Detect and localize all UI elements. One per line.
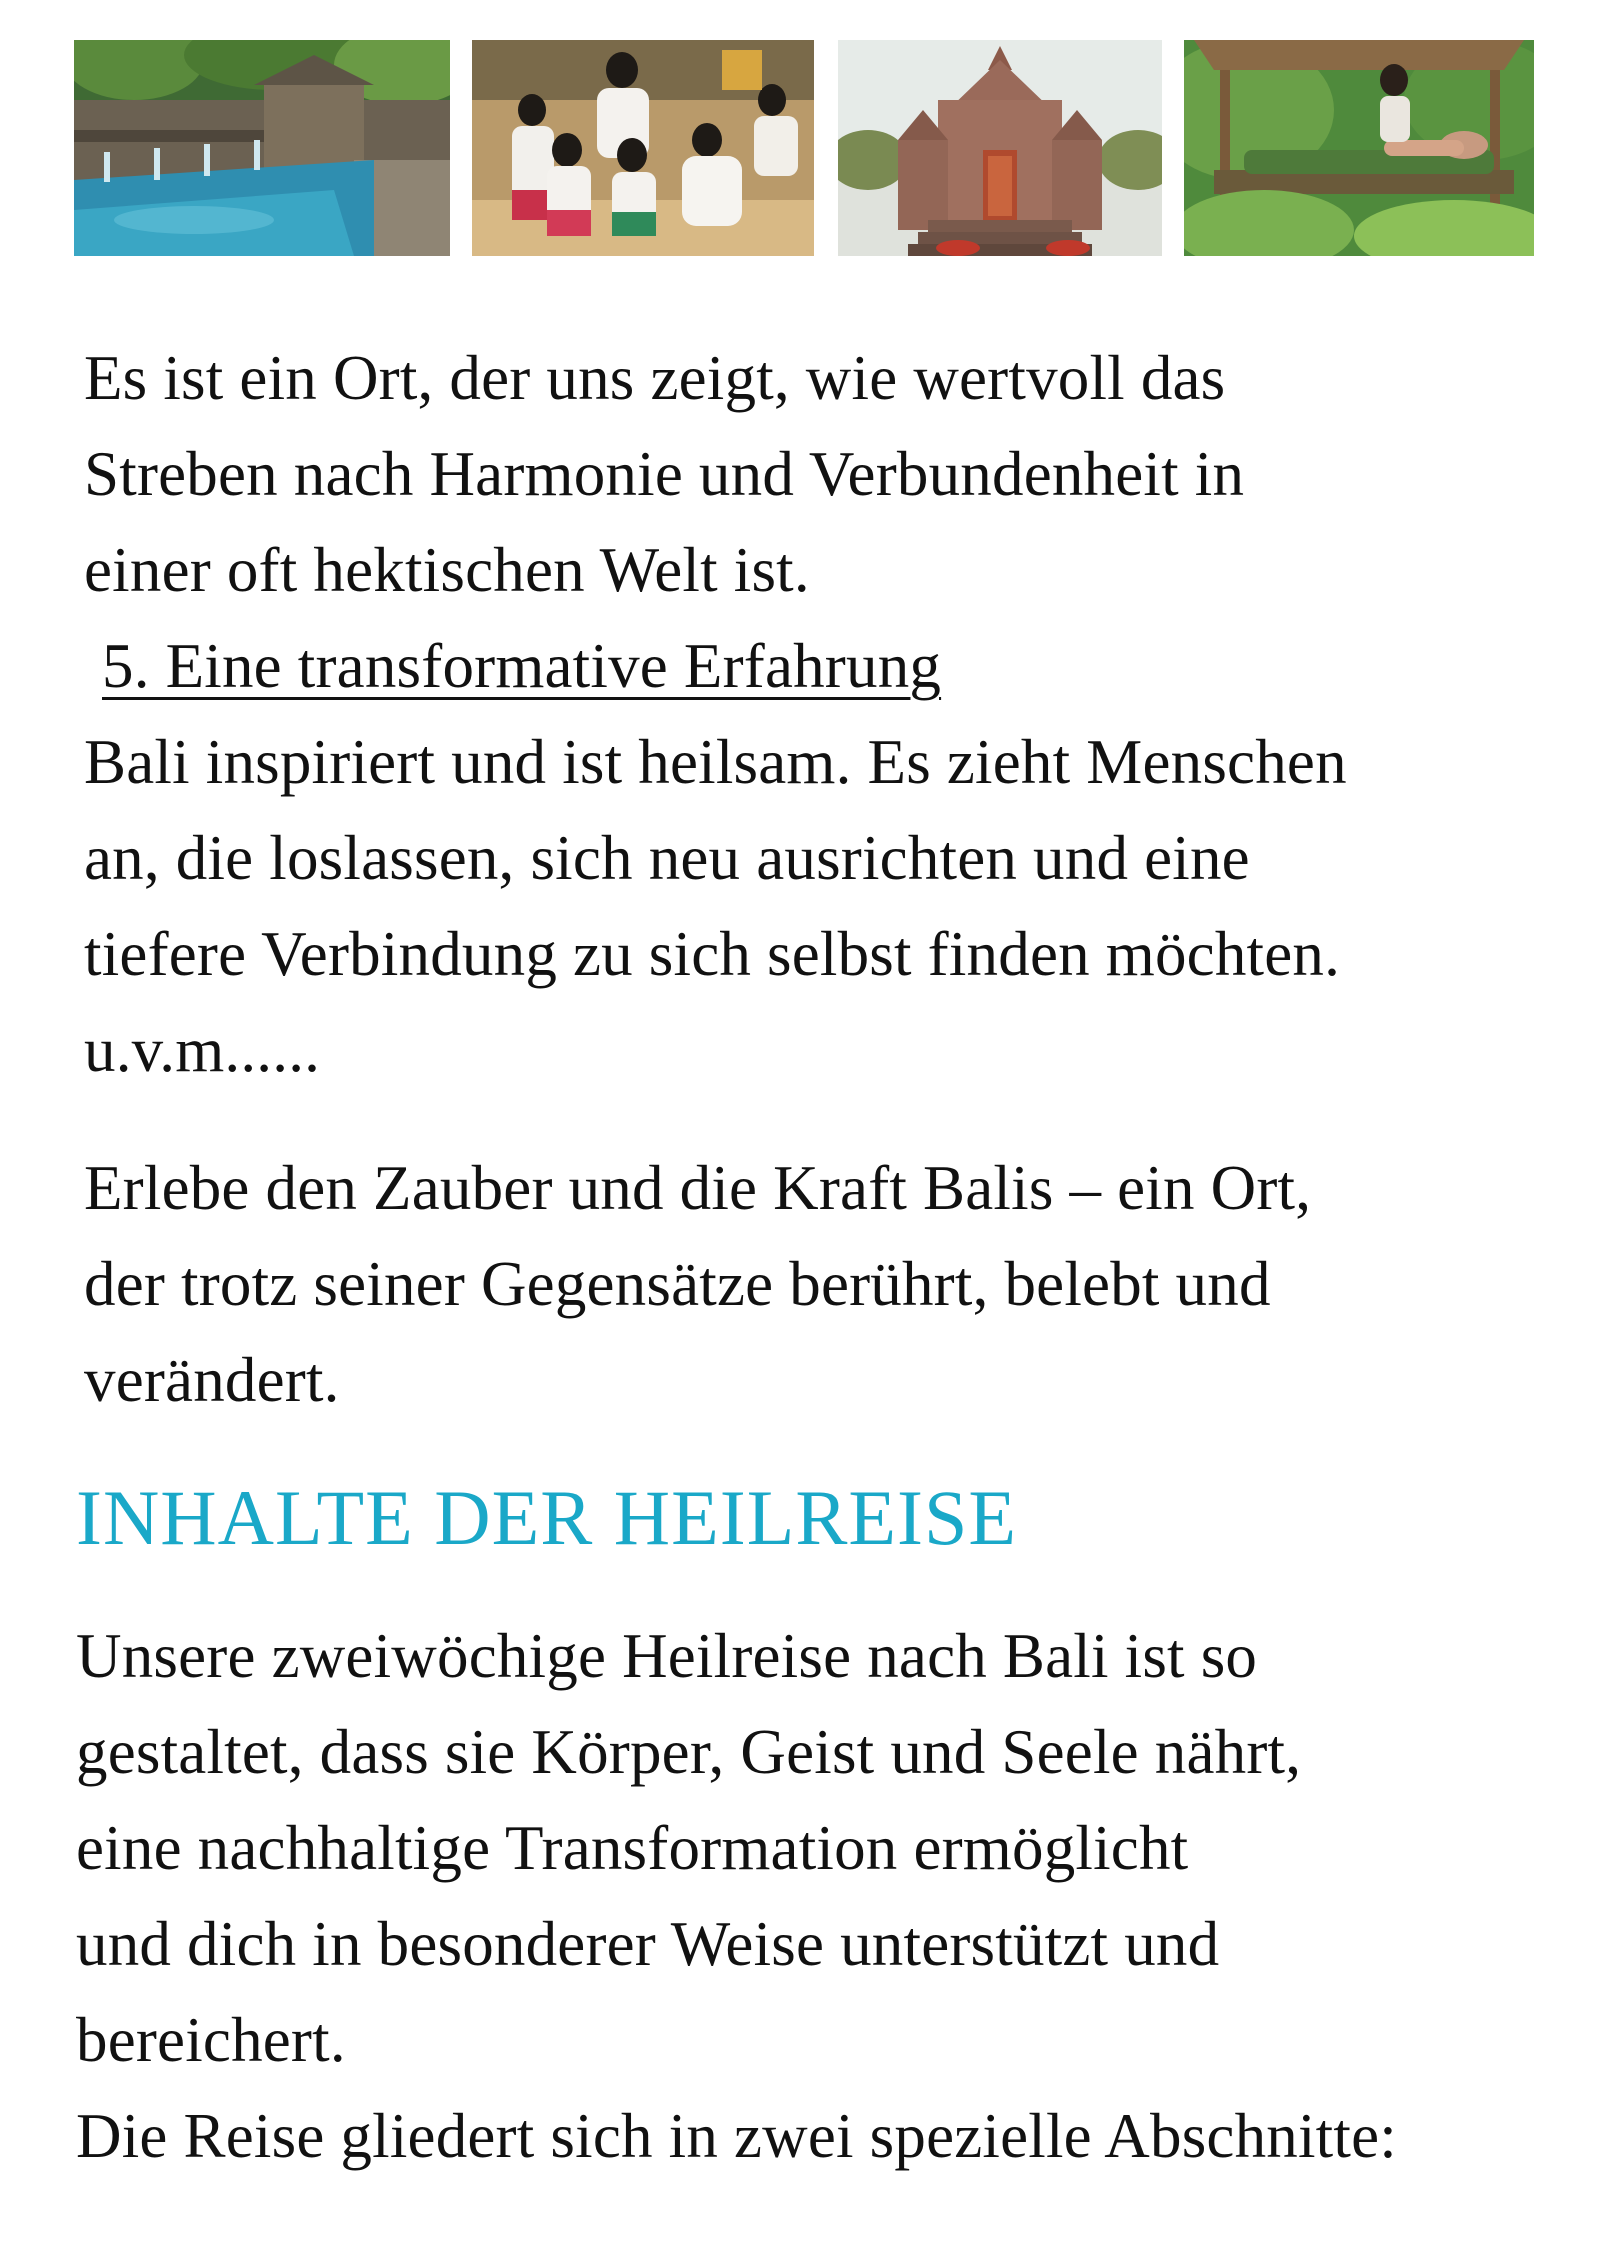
- tempelbad-image: [74, 40, 450, 256]
- section-line: Unsere zweiwöchige Heilreise nach Bali ist so: [76, 1621, 1258, 1691]
- body-line: tiefere Verbindung zu sich selbst finden möchten.: [84, 919, 1341, 989]
- intro-text: [84, 330, 1584, 1098]
- outro-line: Erlebe den Zauber und die Kraft Balis – ein Ort,: [84, 1153, 1312, 1223]
- body-line: u.v.m......: [84, 1015, 321, 1085]
- outro-line: der trotz seiner Gegensätze berührt, belebt und: [84, 1249, 1271, 1319]
- outro-line: verändert.: [84, 1345, 340, 1415]
- section-line: bereichert.: [76, 2005, 346, 2075]
- body-line: an, die loslassen, sich neu ausrichten und eine: [84, 823, 1250, 893]
- body-line: Bali inspiriert und ist heilsam. Es zieht Menschen: [84, 727, 1347, 797]
- intro-line: Streben nach Harmonie und Verbundenheit in: [84, 439, 1245, 509]
- massage-image: [1184, 40, 1534, 256]
- outro-text: [84, 1140, 1584, 1428]
- tempeltor-image: [838, 40, 1162, 256]
- zeremonie-image: [472, 40, 814, 256]
- section-line: gestaltet, dass sie Körper, Geist und Seele nährt,: [76, 1717, 1302, 1787]
- section-line: und dich in besonderer Weise unterstützt und: [76, 1909, 1220, 1979]
- subheading-text: 5. Eine transformative Erfahrung: [102, 631, 942, 701]
- intro-line: Es ist ein Ort, der uns zeigt, wie wertvoll das: [84, 343, 1226, 413]
- section-line: Die Reise gliedert sich in zwei spezielle Abschnitte:: [76, 2101, 1397, 2171]
- section-heading: INHALTE DER HEILREISE: [76, 1474, 1018, 1561]
- section-line: eine nachhaltige Transformation ermöglicht: [76, 1813, 1189, 1883]
- section-text: [76, 1608, 1576, 2184]
- intro-line: einer oft hektischen Welt ist.: [84, 535, 810, 605]
- photo-strip: [74, 40, 1534, 256]
- subheading-transformative: [84, 618, 1584, 714]
